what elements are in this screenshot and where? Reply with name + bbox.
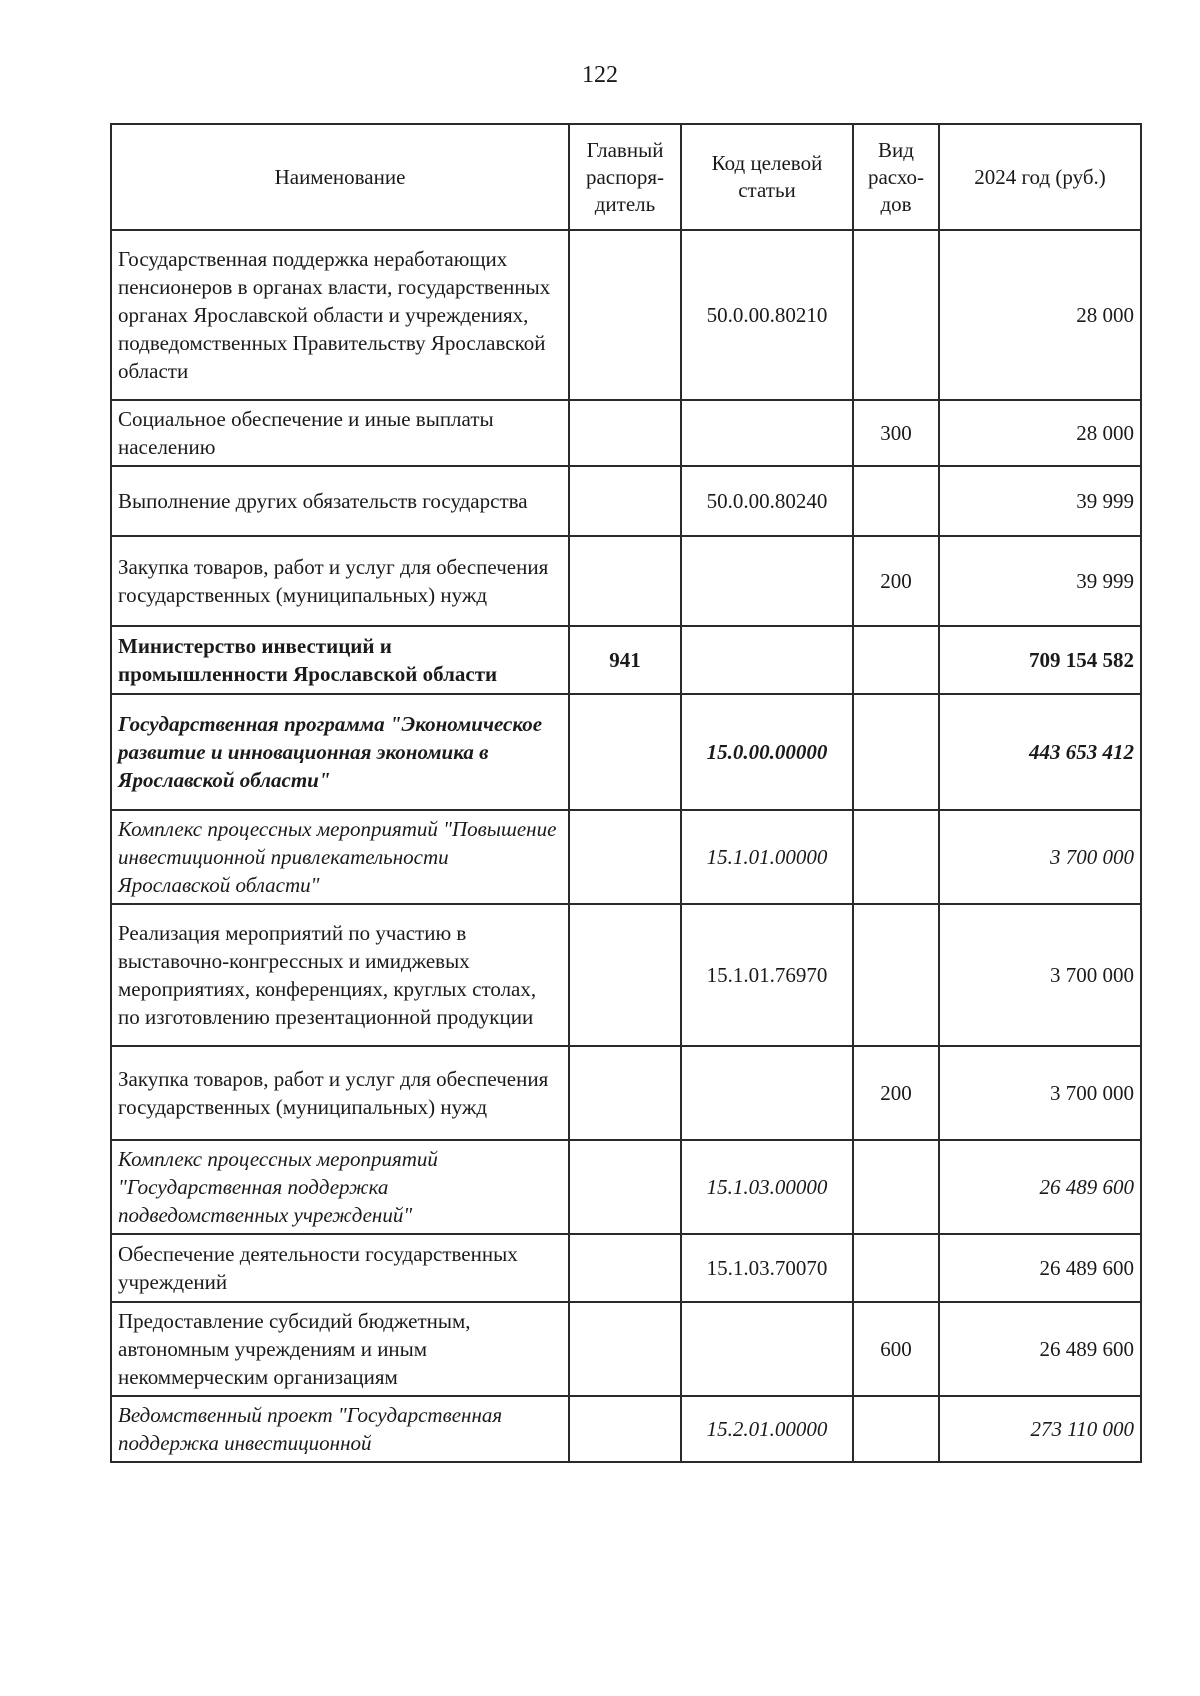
table-row: [111, 1302, 1141, 1396]
cell-target-code: 15.1.01.76970: [681, 904, 853, 1046]
cell-amount: 3 700 000: [939, 1046, 1141, 1140]
cell-target-code: [681, 1302, 853, 1396]
header-manager: Главный распоря-дитель: [569, 124, 681, 230]
cell-amount: 3 700 000: [939, 904, 1141, 1046]
table-row: [111, 1396, 1141, 1462]
cell-manager: [569, 400, 681, 466]
cell-amount: 26 489 600: [939, 1302, 1141, 1396]
cell-target-code: 15.0.00.00000: [681, 694, 853, 810]
cell-target-code: 15.1.03.70070: [681, 1234, 853, 1302]
cell-manager: [569, 466, 681, 536]
cell-expense-type: [853, 626, 939, 694]
cell-target-code: 50.0.00.80210: [681, 230, 853, 400]
header-name: Наименование: [111, 124, 569, 230]
cell-name: Государственная программа "Экономическое развитие и инновационная экономика в Ярославской области": [111, 694, 569, 810]
cell-name: Министерство инвестиций и промышленности Ярославской области: [111, 626, 569, 694]
cell-name: Реализация мероприятий по участию в выставочно-конгрессных и имиджевых мероприятиях, конференциях, круглых столах, по изготовлению презентационной продукции: [111, 904, 569, 1046]
page-number: 122: [582, 62, 618, 88]
cell-manager: [569, 536, 681, 626]
cell-name: Обеспечение деятельности государственных учреждений: [111, 1234, 569, 1302]
cell-expense-type: [853, 1234, 939, 1302]
table-row: [111, 536, 1141, 626]
cell-target-code: [681, 1046, 853, 1140]
table-row: [111, 230, 1141, 400]
cell-name: Ведомственный проект "Государственная поддержка инвестиционной: [111, 1396, 569, 1462]
cell-manager: [569, 1234, 681, 1302]
cell-expense-type: 300: [853, 400, 939, 466]
cell-amount: 39 999: [939, 466, 1141, 536]
table-row: [111, 1140, 1141, 1234]
table-row: [111, 1046, 1141, 1140]
cell-expense-type: [853, 810, 939, 904]
cell-name: Закупка товаров, работ и услуг для обеспечения государственных (муниципальных) нужд: [111, 1046, 569, 1140]
cell-manager: [569, 230, 681, 400]
cell-amount: 28 000: [939, 230, 1141, 400]
cell-amount: 709 154 582: [939, 626, 1141, 694]
cell-target-code: 15.1.03.00000: [681, 1140, 853, 1234]
cell-target-code: 15.2.01.00000: [681, 1396, 853, 1462]
cell-expense-type: [853, 694, 939, 810]
cell-manager: [569, 904, 681, 1046]
table-row: [111, 626, 1141, 694]
cell-expense-type: [853, 230, 939, 400]
cell-name: Государственная поддержка неработающих пенсионеров в органах власти, государственных органах Ярославской области и учреждениях, подведомственных Правительству Ярославской области: [111, 230, 569, 400]
cell-amount: 3 700 000: [939, 810, 1141, 904]
cell-amount: 39 999: [939, 536, 1141, 626]
header-target-code: Код целевой статьи: [681, 124, 853, 230]
cell-name: Закупка товаров, работ и услуг для обеспечения государственных (муниципальных) нужд: [111, 536, 569, 626]
cell-amount: 28 000: [939, 400, 1141, 466]
budget-table: [110, 123, 1142, 1463]
table-row: [111, 810, 1141, 904]
header-expense-type: Вид расхо-дов: [853, 124, 939, 230]
table-row: [111, 1234, 1141, 1302]
cell-name: Комплекс процессных мероприятий "Повышение инвестиционной привлекательности Ярославской области": [111, 810, 569, 904]
cell-manager: [569, 1396, 681, 1462]
cell-manager: [569, 810, 681, 904]
cell-target-code: [681, 400, 853, 466]
cell-expense-type: 200: [853, 536, 939, 626]
cell-amount: 26 489 600: [939, 1140, 1141, 1234]
cell-target-code: [681, 626, 853, 694]
cell-name: Выполнение других обязательств государства: [111, 466, 569, 536]
cell-name: Социальное обеспечение и иные выплаты населению: [111, 400, 569, 466]
cell-manager: 941: [569, 626, 681, 694]
cell-manager: [569, 694, 681, 810]
cell-expense-type: [853, 1396, 939, 1462]
cell-manager: [569, 1046, 681, 1140]
table-row: [111, 904, 1141, 1046]
cell-name: Предоставление субсидий бюджетным, автономным учреждениям и иным некоммерческим организациям: [111, 1302, 569, 1396]
cell-expense-type: [853, 466, 939, 536]
cell-expense-type: [853, 904, 939, 1046]
cell-expense-type: 200: [853, 1046, 939, 1140]
cell-expense-type: 600: [853, 1302, 939, 1396]
cell-expense-type: [853, 1140, 939, 1234]
table-row: [111, 400, 1141, 466]
cell-target-code: 15.1.01.00000: [681, 810, 853, 904]
cell-target-code: [681, 536, 853, 626]
cell-manager: [569, 1302, 681, 1396]
table-row: [111, 466, 1141, 536]
cell-name: Комплекс процессных мероприятий "Государственная поддержка подведомственных учреждений": [111, 1140, 569, 1234]
cell-amount: 443 653 412: [939, 694, 1141, 810]
cell-manager: [569, 1140, 681, 1234]
cell-target-code: 50.0.00.80240: [681, 466, 853, 536]
header-amount-2024: 2024 год (руб.): [939, 124, 1141, 230]
cell-amount: 273 110 000: [939, 1396, 1141, 1462]
cell-amount: 26 489 600: [939, 1234, 1141, 1302]
table-header-row: [111, 124, 1141, 230]
table-row: [111, 694, 1141, 810]
table-body: [111, 230, 1141, 1462]
